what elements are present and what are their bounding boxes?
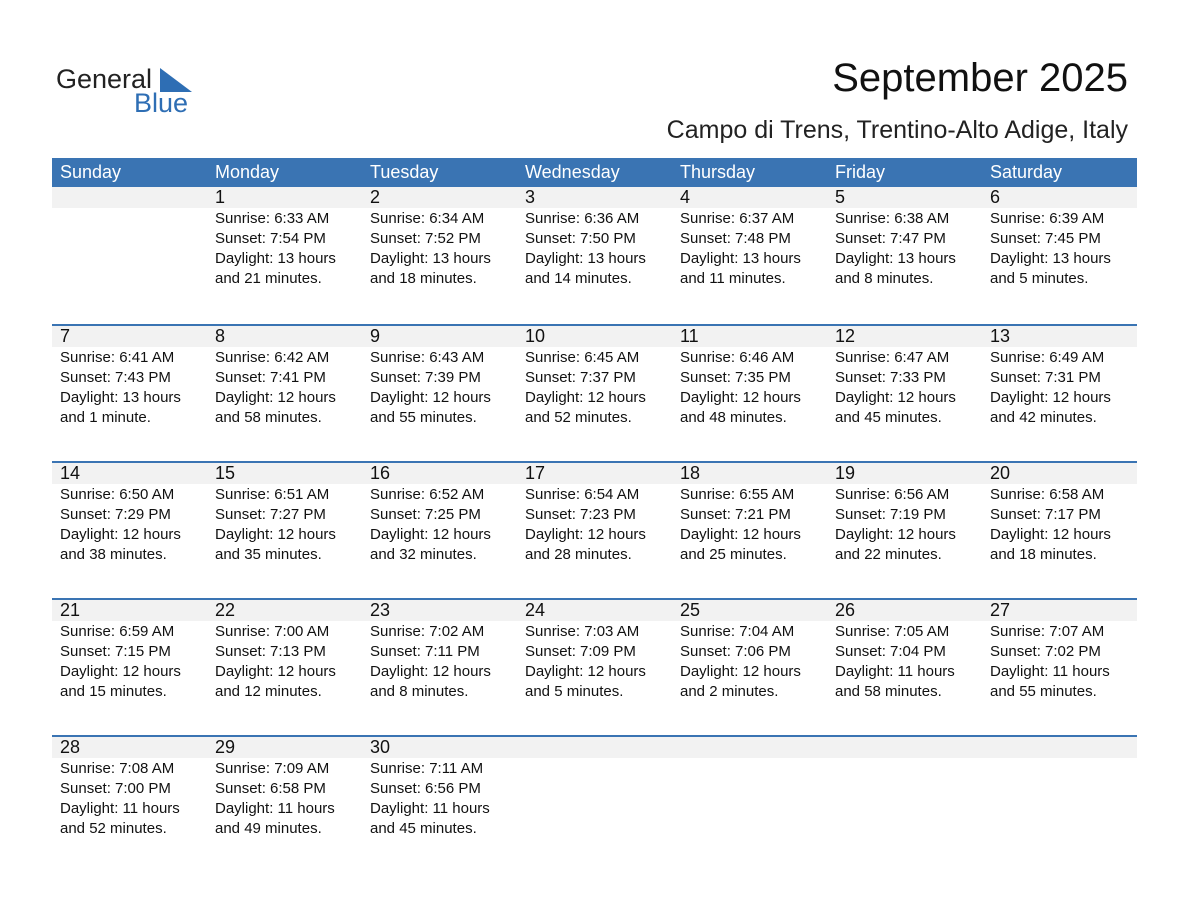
week-row (52, 324, 1137, 461)
sunset-text: Sunset: 7:21 PM (680, 506, 791, 523)
weekday-thursday: Thursday (680, 162, 756, 182)
daylight-text: and 52 minutes. (60, 820, 167, 837)
sunrise-text: Sunrise: 6:47 AM (835, 349, 950, 366)
week-row (52, 598, 1137, 735)
logo-text-general: General (56, 64, 153, 94)
day-info (215, 348, 362, 428)
sunset-text: Sunset: 7:06 PM (680, 643, 791, 660)
daylight-text: Daylight: 13 hours (680, 250, 801, 267)
sunset-text: Sunset: 7:15 PM (60, 643, 171, 660)
week-days (52, 326, 1137, 428)
day-cell (52, 600, 207, 702)
daylight-text: and 14 minutes. (525, 270, 632, 287)
day-number: 28 (60, 737, 81, 757)
daylight-text: and 15 minutes. (60, 683, 167, 700)
sunrise-text: Sunrise: 7:03 AM (525, 623, 640, 640)
daylight-text: and 18 minutes. (990, 546, 1097, 563)
day-info (835, 622, 982, 702)
daylight-text: Daylight: 13 hours (370, 250, 491, 267)
weekday-monday: Monday (215, 162, 280, 182)
daylight-text: Daylight: 12 hours (215, 663, 336, 680)
day-info (990, 485, 1137, 565)
daylight-text: Daylight: 12 hours (525, 389, 646, 406)
day-cell (52, 737, 207, 839)
empty-day-cell (827, 737, 982, 839)
day-info (525, 348, 672, 428)
day-cell (362, 737, 517, 839)
week-row (52, 461, 1137, 598)
day-number: 18 (680, 463, 701, 483)
day-cell (362, 187, 517, 289)
day-cell (827, 600, 982, 702)
sunrise-text: Sunrise: 6:36 AM (525, 210, 640, 227)
daylight-text: Daylight: 12 hours (680, 389, 801, 406)
sunset-text: Sunset: 7:00 PM (60, 780, 171, 797)
day-number: 17 (525, 463, 546, 483)
daylight-text: and 18 minutes. (370, 270, 477, 287)
sunrise-text: Sunrise: 6:38 AM (835, 210, 950, 227)
sunrise-text: Sunrise: 7:05 AM (835, 623, 950, 640)
week-row (52, 187, 1137, 324)
day-number: 2 (370, 187, 381, 207)
sunset-text: Sunset: 7:17 PM (990, 506, 1101, 523)
sunset-text: Sunset: 7:31 PM (990, 369, 1101, 386)
weekday-saturday: Saturday (990, 162, 1063, 182)
daylight-text: Daylight: 12 hours (60, 526, 181, 543)
day-number: 6 (990, 187, 1001, 207)
sunrise-text: Sunrise: 6:43 AM (370, 349, 485, 366)
sunset-text: Sunset: 7:50 PM (525, 230, 636, 247)
sunrise-text: Sunrise: 6:37 AM (680, 210, 795, 227)
weekday-wednesday: Wednesday (525, 162, 620, 182)
daylight-text: and 58 minutes. (835, 683, 942, 700)
sunrise-text: Sunrise: 6:52 AM (370, 486, 485, 503)
day-cell (207, 600, 362, 702)
day-cell (362, 600, 517, 702)
day-number: 1 (215, 187, 226, 207)
day-number: 21 (60, 600, 81, 620)
daylight-text: and 49 minutes. (215, 820, 322, 837)
sunset-text: Sunset: 7:29 PM (60, 506, 171, 523)
day-info (680, 209, 827, 289)
daylight-text: Daylight: 13 hours (60, 389, 181, 406)
daylight-text: and 45 minutes. (835, 409, 942, 426)
day-number: 30 (370, 737, 391, 757)
calendar-grid (52, 158, 1137, 872)
day-cell (827, 326, 982, 428)
week-days (52, 463, 1137, 565)
daylight-text: Daylight: 11 hours (370, 800, 490, 817)
day-cell (982, 187, 1137, 289)
sunset-text: Sunset: 7:27 PM (215, 506, 326, 523)
daylight-text: and 55 minutes. (370, 409, 477, 426)
day-cell (827, 463, 982, 565)
day-info (835, 485, 982, 565)
day-info (680, 348, 827, 428)
daylight-text: Daylight: 13 hours (215, 250, 336, 267)
sunrise-text: Sunrise: 6:45 AM (525, 349, 640, 366)
day-info (215, 759, 362, 839)
day-number: 9 (370, 326, 381, 346)
day-info (370, 759, 517, 839)
sunrise-text: Sunrise: 7:02 AM (370, 623, 485, 640)
day-info (60, 759, 207, 839)
daylight-text: Daylight: 12 hours (370, 389, 491, 406)
day-info (370, 485, 517, 565)
day-number: 7 (60, 326, 71, 346)
daylight-text: and 12 minutes. (215, 683, 322, 700)
sunset-text: Sunset: 6:56 PM (370, 780, 481, 797)
weeks-container (52, 187, 1137, 872)
empty-day-cell (982, 737, 1137, 839)
sunrise-text: Sunrise: 7:09 AM (215, 760, 330, 777)
sunrise-text: Sunrise: 6:50 AM (60, 486, 175, 503)
day-info (990, 348, 1137, 428)
sunrise-text: Sunrise: 6:51 AM (215, 486, 330, 503)
day-info (525, 485, 672, 565)
day-info (525, 622, 672, 702)
day-number: 19 (835, 463, 856, 483)
empty-day-cell (672, 737, 827, 839)
sunrise-text: Sunrise: 7:11 AM (370, 760, 484, 777)
day-number: 20 (990, 463, 1011, 483)
sunset-text: Sunset: 7:48 PM (680, 230, 791, 247)
week-days (52, 600, 1137, 702)
day-info (215, 209, 362, 289)
sunset-text: Sunset: 7:04 PM (835, 643, 946, 660)
daylight-text: and 21 minutes. (215, 270, 322, 287)
sunrise-text: Sunrise: 6:39 AM (990, 210, 1105, 227)
day-number: 27 (990, 600, 1011, 620)
day-cell (672, 326, 827, 428)
sunset-text: Sunset: 7:13 PM (215, 643, 326, 660)
day-number: 8 (215, 326, 226, 346)
sunset-text: Sunset: 7:39 PM (370, 369, 481, 386)
sunset-text: Sunset: 7:41 PM (215, 369, 326, 386)
sunrise-text: Sunrise: 6:41 AM (60, 349, 175, 366)
sunset-text: Sunset: 7:47 PM (835, 230, 946, 247)
day-number: 15 (215, 463, 236, 483)
daylight-text: and 8 minutes. (835, 270, 934, 287)
day-number: 25 (680, 600, 701, 620)
day-info (215, 485, 362, 565)
weekday-sunday: Sunday (60, 162, 122, 182)
sunrise-text: Sunrise: 6:46 AM (680, 349, 795, 366)
day-info (370, 348, 517, 428)
sunrise-text: Sunrise: 7:00 AM (215, 623, 330, 640)
daylight-text: and 25 minutes. (680, 546, 787, 563)
generalblue-logo (56, 64, 206, 120)
daylight-text: Daylight: 13 hours (990, 250, 1111, 267)
day-info (60, 622, 207, 702)
daylight-text: Daylight: 12 hours (370, 663, 491, 680)
day-number: 23 (370, 600, 391, 620)
day-number: 11 (680, 326, 699, 346)
daylight-text: and 1 minute. (60, 409, 151, 426)
daylight-text: and 58 minutes. (215, 409, 322, 426)
sunrise-text: Sunrise: 6:59 AM (60, 623, 175, 640)
sunset-text: Sunset: 7:25 PM (370, 506, 481, 523)
day-number: 13 (990, 326, 1011, 346)
daylight-text: Daylight: 12 hours (990, 389, 1111, 406)
daylight-text: Daylight: 12 hours (370, 526, 491, 543)
daylight-text: and 11 minutes. (680, 270, 786, 287)
empty-day-cell (52, 187, 207, 289)
daylight-text: and 48 minutes. (680, 409, 787, 426)
day-cell (207, 737, 362, 839)
sunrise-text: Sunrise: 6:55 AM (680, 486, 795, 503)
day-number: 10 (525, 326, 546, 346)
daylight-text: Daylight: 13 hours (835, 250, 956, 267)
day-info (990, 209, 1137, 289)
daylight-text: and 5 minutes. (525, 683, 624, 700)
daylight-text: and 22 minutes. (835, 546, 942, 563)
logo-text-blue: Blue (134, 88, 189, 118)
day-number: 4 (680, 187, 691, 207)
weekday-tuesday: Tuesday (370, 162, 439, 182)
sunrise-text: Sunrise: 6:49 AM (990, 349, 1105, 366)
sunrise-text: Sunrise: 6:58 AM (990, 486, 1105, 503)
sunset-text: Sunset: 7:02 PM (990, 643, 1101, 660)
daylight-text: and 38 minutes. (60, 546, 167, 563)
sunrise-text: Sunrise: 6:42 AM (215, 349, 330, 366)
weekday-friday: Friday (835, 162, 886, 182)
day-info (60, 348, 207, 428)
day-cell (982, 326, 1137, 428)
daylight-text: Daylight: 12 hours (680, 663, 801, 680)
day-info (525, 209, 672, 289)
day-number: 5 (835, 187, 846, 207)
day-number: 24 (525, 600, 546, 620)
sunset-text: Sunset: 7:54 PM (215, 230, 326, 247)
daylight-text: Daylight: 12 hours (215, 526, 336, 543)
daylight-text: Daylight: 11 hours (990, 663, 1110, 680)
day-cell (672, 463, 827, 565)
daylight-text: and 42 minutes. (990, 409, 1097, 426)
daylight-text: Daylight: 12 hours (835, 526, 956, 543)
empty-day-cell (517, 737, 672, 839)
daylight-text: and 8 minutes. (370, 683, 469, 700)
day-info (835, 209, 982, 289)
sunset-text: Sunset: 7:52 PM (370, 230, 481, 247)
day-info (215, 622, 362, 702)
sunrise-text: Sunrise: 6:33 AM (215, 210, 330, 227)
day-cell (517, 326, 672, 428)
day-cell (982, 600, 1137, 702)
daylight-text: Daylight: 12 hours (835, 389, 956, 406)
sunrise-text: Sunrise: 6:54 AM (525, 486, 640, 503)
sunset-text: Sunset: 7:45 PM (990, 230, 1101, 247)
sunset-text: Sunset: 7:33 PM (835, 369, 946, 386)
day-info (835, 348, 982, 428)
sunset-text: Sunset: 7:19 PM (835, 506, 946, 523)
location-subtitle: Campo di Trens, Trentino-Alto Adige, Italy (666, 116, 1128, 144)
daylight-text: Daylight: 12 hours (215, 389, 336, 406)
daylight-text: Daylight: 12 hours (990, 526, 1111, 543)
day-cell (982, 463, 1137, 565)
day-cell (52, 463, 207, 565)
day-number: 22 (215, 600, 236, 620)
sunset-text: Sunset: 7:09 PM (525, 643, 636, 660)
day-info (680, 485, 827, 565)
daylight-text: and 35 minutes. (215, 546, 322, 563)
daylight-text: Daylight: 12 hours (680, 526, 801, 543)
day-cell (207, 187, 362, 289)
day-number: 26 (835, 600, 856, 620)
daylight-text: and 32 minutes. (370, 546, 477, 563)
day-cell (672, 187, 827, 289)
sunset-text: Sunset: 7:37 PM (525, 369, 636, 386)
daylight-text: and 5 minutes. (990, 270, 1089, 287)
day-cell (362, 463, 517, 565)
sunrise-text: Sunrise: 7:04 AM (680, 623, 795, 640)
sunrise-text: Sunrise: 7:08 AM (60, 760, 175, 777)
day-cell (517, 463, 672, 565)
sunrise-text: Sunrise: 6:56 AM (835, 486, 950, 503)
sunset-text: Sunset: 7:23 PM (525, 506, 636, 523)
day-cell (672, 600, 827, 702)
daylight-text: Daylight: 11 hours (215, 800, 335, 817)
sunrise-text: Sunrise: 6:34 AM (370, 210, 485, 227)
daylight-text: Daylight: 13 hours (525, 250, 646, 267)
sunset-text: Sunset: 7:43 PM (60, 369, 171, 386)
day-number: 14 (60, 463, 81, 483)
day-number: 3 (525, 187, 536, 207)
page-title: September 2025 (832, 56, 1128, 100)
weekday-header (52, 158, 1137, 187)
daylight-text: Daylight: 11 hours (60, 800, 180, 817)
daylight-text: and 28 minutes. (525, 546, 632, 563)
sunset-text: Sunset: 7:11 PM (370, 643, 480, 660)
day-number: 12 (835, 326, 856, 346)
daylight-text: and 52 minutes. (525, 409, 632, 426)
day-number: 29 (215, 737, 236, 757)
day-cell (517, 600, 672, 702)
sunset-text: Sunset: 7:35 PM (680, 369, 791, 386)
week-row (52, 735, 1137, 872)
day-cell (207, 463, 362, 565)
daylight-text: Daylight: 12 hours (60, 663, 181, 680)
week-days (52, 737, 1137, 839)
daylight-text: and 55 minutes. (990, 683, 1097, 700)
day-cell (207, 326, 362, 428)
daylight-text: Daylight: 11 hours (835, 663, 955, 680)
day-number: 16 (370, 463, 391, 483)
day-info (990, 622, 1137, 702)
day-cell (517, 187, 672, 289)
week-days (52, 187, 1137, 289)
day-cell (52, 326, 207, 428)
sunrise-text: Sunrise: 7:07 AM (990, 623, 1105, 640)
day-info (680, 622, 827, 702)
daylight-text: Daylight: 12 hours (525, 663, 646, 680)
day-info (60, 485, 207, 565)
daylight-text: Daylight: 12 hours (525, 526, 646, 543)
day-info (370, 622, 517, 702)
daylight-text: and 2 minutes. (680, 683, 779, 700)
day-cell (827, 187, 982, 289)
daylight-text: and 45 minutes. (370, 820, 477, 837)
day-info (370, 209, 517, 289)
day-cell (362, 326, 517, 428)
sunset-text: Sunset: 6:58 PM (215, 780, 326, 797)
